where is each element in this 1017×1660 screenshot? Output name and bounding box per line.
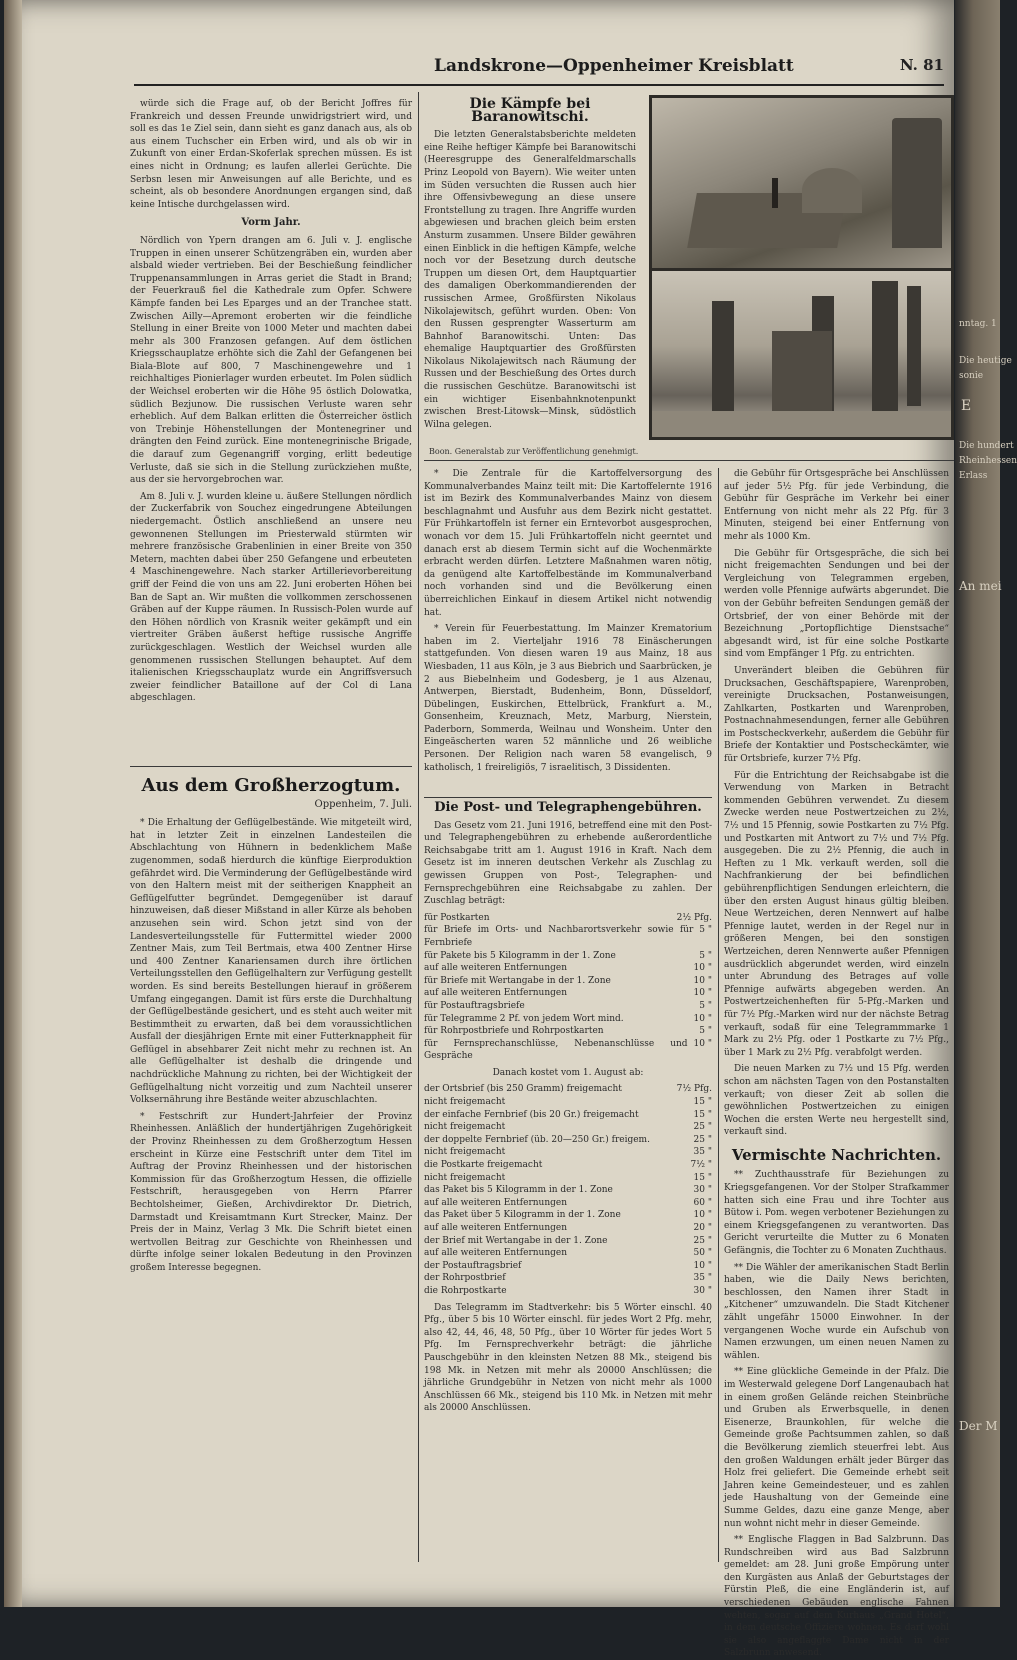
fee-label: auf alle weiteren Entfernungen xyxy=(424,1197,568,1208)
fee-row xyxy=(424,1121,712,1134)
fee-value: 30 " xyxy=(693,1285,712,1296)
fee-value: 10 " xyxy=(693,1013,712,1024)
edge-fragment: sonie xyxy=(959,371,984,381)
fee-value: 10 " xyxy=(693,963,712,974)
column-1-bottom xyxy=(130,775,412,1560)
fee-label: der einfache Fernbrief (bis 20 Gr.) freigemacht xyxy=(424,1109,639,1120)
news-item: ** Die Wähler der amerikanischen Stadt Berlin haben, wie die Daily News berichten, beschlossen, den Namen ihrer Stadt in „Kitchener“ umzuwandeln. Die Stadt Kitchener zählt ungefähr 15000 Einwohner. In der vergangenen Woche wurde ein Aufschub von Namen erzwungen, um einen neuen Namen zu wählen. xyxy=(724,1262,949,1361)
dateline: Oppenheim, 7. Juli. xyxy=(314,798,412,810)
article-paragraph: * Festschrift zur Hundert-Jahrfeier der Provinz Rheinhessen. Anläßlich der hundertjährigen Zugehörigkeit der Provinz Rheinhessen zu dem Großherzogtum Hessen erscheint in Kürze eine Festschrift unter dem Titel im Auftrag der Provinz Rheinhessen und der historischen Kommission für das Großherzogtum Hessen, die offizielle Festschrift, herausgegeben von Herrn Pfarrer Bechtolsheimer, Gießen, Archivdirektor Dr. Dietrich, Darmstadt und Kreisamtmann Kurt Strecker, Mainz. Der Preis der in Mainz, Verlag 3 Mk. Die Schrift bietet einen wertvollen Beitrag zur Geschichte von Rheinhessen und dürfte infolge seiner lokalen Bedeutung in den Provinzen großem Interesse begegnen. xyxy=(130,1111,412,1273)
fee-row xyxy=(424,1247,712,1260)
fee-row xyxy=(424,1235,712,1248)
fee-value: 25 " xyxy=(693,1235,712,1246)
fee-label: für Briefe im Orts- und Nachbarortsverkehr sowie für Fernbriefe xyxy=(424,925,694,948)
column-1-top xyxy=(130,98,412,758)
fee-row xyxy=(424,1134,712,1147)
column-rule xyxy=(418,92,419,1562)
fee-label: für Postkarten xyxy=(424,912,490,923)
vorm-jahr-heading: Vorm Jahr. xyxy=(241,217,301,229)
fee-value: 60 " xyxy=(693,1197,712,1208)
fee-value: 35 " xyxy=(693,1147,712,1158)
fee-label: für Briefe mit Wertangabe in der 1. Zone xyxy=(424,975,611,986)
fee-row xyxy=(424,1184,712,1197)
fee-value: 2½ Pfg. xyxy=(676,912,712,923)
fee-row xyxy=(424,950,712,963)
fee-label: für Pakete bis 5 Kilogramm in der 1. Zone xyxy=(424,950,616,961)
fee-row xyxy=(424,1000,712,1013)
article-paragraph: Die neuen Marken zu 7½ und 15 Pfg. werden schon am nächsten Tagen von den Postanstalten verkauft; von dieser Zeit ab sollen die gewöhnlichen Postwertzeichen zu einigen Wochen die ersten Werte neu hergestellt sind, verkauft sind. xyxy=(724,1064,949,1138)
article-body: Die letzten Generalstabsberichte meldeten eine Reihe heftiger Kämpfe bei Baranowitschi (Heeresgruppe des Generalfeldmarschalls Prinz Leopold von Bayern). Wie weiter unten im Süden versuchten die Russen auch hier ihre Offensivbewegung an diese unsere Frontstellung zu tragen. Ihre Angriffe wurden abgewiesen und brachen gleich beim ersten Ansturm zusammen. Unsere Bilder gewähren einen Einblick in die heftigen Kämpfe, welche noch vor der Besetzung durch deutsche Truppen um diesen Ort, dem Hauptquartier des damaligen Oberkommandierenden der russischen Armee, Großfürsten Nikolaus Nikolajewitsch, geführt wurden. Oben: Von den Russen gesprengter Wasserturm am Bahnhof Baranowitschi. Unten: Das ehemalige Hauptquartier des Großfürsten Nikolaus Nikolajewitsch nach Räumung der Russen und der Beschießung des Ortes durch die russischen Geschütze. Baranowitschi ist ein wichtiger Eisenbahnknotenpunkt zwischen Brest-Litowsk—Minsk, südöstlich Wilna gelegen. xyxy=(424,130,636,430)
fee-label: für Fernsprechanschlüsse, Nebenanschlüsse und Gespräche xyxy=(424,1038,688,1062)
divider xyxy=(130,766,412,767)
fee-label: für Telegramme 2 Pf. von jedem Wort mind. xyxy=(424,1013,624,1024)
news-item: ** Eine glückliche Gemeinde in der Pfalz. Die im Westerwald gelegene Dorf Langenaubach hat in einem großen Gelände reichen Steinbrüche und Gruben als Erwerbsquelle, in denen Eisenerze, Braunkohlen, für welche die Gemeinde große Pachtsummen zahlen, so daß die Bevölkerung ziemlich steuerfrei lebt. Aus den großen Waldungen erhält jeder Bürger das Holz frei geliefert. Die Gemeinde erhebt seit Jahren keine Gemeindesteuer, und es zahlen jede Haushaltung von der Gemeinde eine Summe Geldes, dazu eine ganze Menge, aber nun wohnt nicht mehr in dieser Gemeinde. xyxy=(724,1367,949,1529)
fee-tail: Das Telegramm im Stadtverkehr: bis 5 Wörter einschl. 40 Pfg., über 5 bis 10 Wörter einschl. für jedes Wort 2 Pfg. mehr, also 42, 44, 46, 48, 50 Pfg., über 10 Wörter für jedes Wort 5 Pfg. Im Fernsprechverkehr beträgt: die jährliche Pauschgebühr in den kleinsten Netzen 88 Mk., steigend bis 198 Mk. in Netzen mit mehr als 20000 Anschlüssen; die jährliche Grundgebühr in Netzen von nicht mehr als 1000 Anschlüssen 66 Mk., steigend bis 110 Mk. in Netzen mit mehr als 20000 Anschlüssen. xyxy=(424,1302,712,1414)
fee-label: die Postkarte freigemacht xyxy=(424,1160,543,1171)
photo-water-tower xyxy=(652,98,951,268)
fee-label: auf alle weiteren Entfernungen xyxy=(424,1248,568,1259)
notice-paragraph: * Die Zentrale für die Kartoffelversorgung des Kommunalverbandes Mainz teilt mit: Die Kartoffelernte 1916 ist im Bezirk des Kommunalverbandes Mainz von diesem beschlagnahmt und Ausfuhr aus dem Bezirk nicht gestattet. Für Frühkartoffeln ist ferner ein Erntevorbot ausgesprochen, wonach vor dem 15. Juli Frühkartoffeln nicht geerntet und danach erst ab diesem Termin sicht auf die Wochenmärkte erbracht werden dürfen. Letztere Maßnahmen waren nötig, da genügend alte Kartoffelbestände im Kommunalverband noch vorhanden sind und die Bevölkerung einen überreichlichen Einkauf in diesem Artikel nicht notwendig hat. xyxy=(424,469,712,618)
edge-fragment: An mei xyxy=(959,579,1002,593)
fee-label: das Paket über 5 Kilogramm in der 1. Zone xyxy=(424,1210,621,1221)
photo-caption: Boon. Generalstab zur Veröffentlichung genehmigt. xyxy=(429,447,639,456)
fee-row xyxy=(424,1285,712,1298)
baranowitschi-article xyxy=(424,98,636,443)
fee-value: 35 " xyxy=(693,1273,712,1284)
post-fees-article xyxy=(424,802,712,1562)
edge-fragment: Der M xyxy=(959,1419,998,1433)
fee-row xyxy=(424,1272,712,1285)
fee-value: 15 " xyxy=(693,1097,712,1108)
fee-label: nicht freigemacht xyxy=(424,1122,506,1133)
fee-row xyxy=(424,1209,712,1222)
page-binding xyxy=(4,0,22,1607)
edge-fragment: Rheinhessen xyxy=(959,456,1017,466)
section-title: Aus dem Großherzogtum. xyxy=(141,775,401,796)
vorm-jahr-paragraph: Am 8. Juli v. J. wurden kleine u. äußere Stellungen nördlich der Zuckerfabrik von Souchez eingedrungene Abteilungen niedergemacht. Östlich anschließend an unsere neu gewonnenen Stellungen im Priesterwald stürmten wir mehrere französische Grabenlinien in einer Breite von 350 Metern, machten dabei über 250 Gefangene und erbeuteten 4 Maschinengewehre. Nach starker Artillerievorbereitung griff der Feind die von uns am 22. Juni eroberten Höhen bei Ban de Sapt an. Wir mußten die vollkommen zerschossenen Gräben auf der Kuppe räumen. In Russisch-Polen wurde auf den Höhen nördlich von Krasnik weiter gekämpft und ein viertreiter Gräben äußerst heftige russische Angriffe zurückgeschlagen. Westlich der Weichsel wurden alle genommenen russischen Stellungen behauptet. Auf dem italienischen Kriegsschauplatz wurde ein Angriffsversuch zweier feindlicher Bataillone auf der Col di Lana abgeschlagen. xyxy=(130,491,412,704)
fee-label: auf alle weiteren Entfernungen xyxy=(424,1223,568,1233)
fee-value: 15 " xyxy=(693,1172,712,1183)
fee-table xyxy=(424,1083,712,1297)
continued-article: würde sich die Frage auf, ob der Bericht Joffres für Frankreich und dessen Freunde unwidrigstriert wird, und soll es das 1e Ziel sein, dann sieht es ganz danach aus, als ob aus einem Tuchscher ein Erben wird, und als ob wir in Zukunft von einer Erdan-Skoferlak sprechen müssen. Es ist eines nicht in Ordnung; es laufen allerlei Gerüchte. Die Serbsn lesen mir Anweisungen auf alle Berichte, und es scheint, als ob besondere Anordnungen ergangen sind, daß keine Intische durchgelassen wird. xyxy=(130,99,412,210)
notice-paragraph: * Verein für Feuerbestattung. Im Mainzer Krematorium haben im 2. Vierteljahr 1916 78 Einäscherungen stattgefunden. Von diesen waren 19 aus Mainz, 18 aus Wiesbaden, 11 aus Köln, je 3 aus Biebrich und Saarbrücken, je 2 aus Biebelnheim und Godesberg, je 1 aus Alzenau, Antwerpen, Bierstadt, Budenheim, Bonn, Düsseldorf, Dübelingen, Euskirchen, Ettelbrück, Frankfurt a. M., Gonsenheim, Kreuznach, Metz, Marburg, Nierstein, Paderborn, Sommerda, Weilnau und Wonsheim. Unter den Eingeäscherten waren 52 männliche und 26 weibliche Personen. Der Religion nach waren 58 evangelisch, 9 katholisch, 1 freireligiös, 7 israelitisch, 3 Dissidenten. xyxy=(424,624,712,773)
column-rule xyxy=(718,468,719,1562)
fee-row xyxy=(424,1146,712,1159)
fee-row xyxy=(424,962,712,975)
news-item: ** Englische Flaggen in Bad Salzbrunn. Das Rundschreiben wird aus Bad Salzbrunn gemeldet: am 28. Juni große Empörung unter den Kurgästen aus Anlaß der Geburtstages der Fürstin Pleß, die eine Engländerin ist, auf verschiedenen Gebäuden englische Fahnen wehten, sogar auf dem Kurhaus „Grand Hotel“, in dem deutsche Offiziere wohnen. Es darf wohl sie also angeflaggte Dame nicht in der Salzbrunn anwesend. xyxy=(724,1535,949,1659)
article-title: Die Kämpfe bei Baranowitschi. xyxy=(469,96,591,125)
fee-label: nicht freigemacht xyxy=(424,1147,506,1158)
fee-value: 10 " xyxy=(693,1038,712,1049)
fee-row xyxy=(424,1260,712,1273)
fee-value: 25 " xyxy=(693,1134,712,1145)
article-paragraph: * Die Erhaltung der Geflügelbestände. Wie mitgeteilt wird, hat in letzter Zeit in einzelnen Landesteilen die Abschlachtung von Hühnern in bedenklichem Maße zugenommen, sodaß hierdurch die künftige Eierproduktion gefährdet wird. Die Verminderung der Geflügelbestände wird von den Haltern meist mit der seitherigen Knappheit an Geflügelfutter begründet. Demgegenüber ist darauf hinzuweisen, daß dieser Mißstand in aller Kürze als behoben anzusehen sein wird. Schon jetzt sind von der Landesverteilungsstelle für Futtermittel wieder 2000 Zentner Mais, zum Teil Bertmais, etwa 400 Zentner Hirse und 400 Zentner Kanariensamen durch ihre örtlichen Verteilungsstellen den Geflügelhaltern zur Verfügung gestellt worden. Es sind bereits Bestellungen hierauf in größerem Umfang eingegangen. Damit ist fürs erste die Durchhaltung der Geflügelbestände gesichert, und es steht auch weiter mit Bestimmtheit zu erwarten, daß bei dem voraussichtlichen Ausfall der diesjährigen Ernte mit einer Futterknappheit für Geflügel in absehbarer Zeit nicht mehr zu rechnen ist. An alle Geflügelhalter ist deshalb die dringende und nachdrückliche Mahnung zu richten, bei der Wichtigkeit der Geflügelhaltung nicht vorzeitig und zum Nachteil unserer Volksernährung ihre Bestände weiter abzuschlachten. xyxy=(130,818,412,1106)
edge-fragment: E xyxy=(961,398,972,414)
fee-label: auf alle weiteren Entfernungen xyxy=(424,988,568,999)
edge-fragment: Die heutige xyxy=(959,356,1012,366)
fee-row xyxy=(424,987,712,1000)
fee-label: der Ortsbrief (bis 250 Gramm) freigemacht xyxy=(424,1084,622,1095)
edge-fragment: Die hundert xyxy=(959,441,1014,451)
fee-row xyxy=(424,1222,712,1235)
adjacent-page-edge xyxy=(955,0,1017,1607)
fee-value: 10 " xyxy=(693,988,712,999)
divider xyxy=(424,460,954,461)
fee-value: 7½ Pfg. xyxy=(676,1084,712,1095)
section-title: Vermischte Nachrichten. xyxy=(731,1145,942,1164)
fee-row xyxy=(424,1083,712,1096)
article-paragraph: die Gebühr für Ortsgespräche bei Anschlüssen auf jeder 5½ Pfg. für jede Verbindung, die Gebühr für Gespräche im Verkehr bei einer Entfernung von nicht mehr als 22 Pfg. für 3 Minuten, steigend bei einer Entfernung von mehr als 1000 Km. xyxy=(724,469,949,542)
fee-row xyxy=(424,912,712,925)
fee-value: 30 " xyxy=(693,1185,712,1196)
fee-value: 10 " xyxy=(693,1210,712,1221)
edge-fragment: Erlass xyxy=(959,471,988,481)
vorm-jahr-paragraph: Nördlich von Ypern drangen am 6. Juli v. J. englische Truppen in einen unserer Schützengräben ein, wurden aber alsbald wieder vertrieben. Bei der Beschießung feindlicher Truppenansammlungen in Arras geriet die Stadt in Brand; der Feuerkrauß fiel die Kathedrale zum Opfer. Schwere Kämpfe fanden bei Les Eparges und an der Tranchee statt. Zwischen Ailly—Apremont eroberten wir die feindliche Stellung in einer Breite von 1000 Meter und machten dabei mehr als 300 Franzosen gefangen. Auf dem östlichen Kriegsschauplatze erhöhte sich die Zahl der Gefangenen bei Biala-Blote auf 800, 7 Maschinengewehre und 1 reichhaltiges Pionierlager wurden erbeutet. Im Polen südlich der Weichsel eroberten wir die Höhe 95 östlich Dolowatka, südlich Bezjunow. Die russischen Verluste waren sehr erheblich. Auf dem Balkan erlitten die Österreicher östlich von Trebinje Höhenstellungen der Montenegriner und drängten den Feind zurück. Eine montenegrinische Brigade, die darauf zum Gegenangriff vorging, erlitt bedeutige Verluste, daß sie sich in die Stellung zurückziehen mußte, aus der sie hervorgebrochen war. xyxy=(130,235,412,486)
newspaper-page xyxy=(4,0,954,1659)
fee-row xyxy=(424,1172,712,1185)
news-item: ** Zuchthausstrafe für Beziehungen zu Kriegsgefangenen. Vor der Stolper Strafkammer hatten sich eine Frau und ihre Tochter aus Bütow i. Pom. wegen verbotener Beziehungen zu einem Kriegsgefangenen zu verantworten. Das Gericht verurteilte die Mutter zu 6 Monaten Gefängnis, die Tochter zu 6 Monaten Zuchthaus. xyxy=(724,1170,949,1257)
fee-value: 15 " xyxy=(693,1109,712,1120)
article-intro: Das Gesetz vom 21. Juni 1916, betreffend eine mit den Post- und Telegraphengebühren zu erhebende außerordentliche Reichsabgabe tritt am 1. August 1916 in Kraft. Nach dem Gesetz ist im inneren deutschen Verkehr als Zuschlag zu gewissen Gruppen von Post-, Telegraphen- und Fernsprechgebühren eine Reichsabgabe zu zahlen. Der Zuschlag beträgt: xyxy=(424,820,712,907)
fee-row xyxy=(424,1025,712,1038)
divider xyxy=(424,797,712,798)
fee-label: nicht freigemacht xyxy=(424,1097,506,1108)
fee-note: Danach kostet vom 1. August ab: xyxy=(492,1067,644,1078)
fee-table xyxy=(424,912,712,1063)
fee-value: 10 " xyxy=(693,975,712,986)
fee-label: die Rohrpostkarte xyxy=(424,1285,507,1296)
fee-value: 25 " xyxy=(693,1122,712,1133)
fee-row xyxy=(424,1096,712,1109)
fee-value: 5 " xyxy=(699,950,712,961)
article-title: Die Post- und Telegraphengebühren. xyxy=(434,800,702,815)
fee-label: der doppelte Fernbrief (üb. 20—250 Gr.) freigem. xyxy=(424,1134,650,1145)
fee-label: der Brief mit Wertangabe in der 1. Zone xyxy=(424,1235,608,1246)
fee-label: auf alle weiteren Entfernungen xyxy=(424,963,568,974)
fee-value: 10 " xyxy=(693,1260,712,1271)
fee-row xyxy=(424,1038,712,1063)
article-paragraph: Für die Entrichtung der Reichsabgabe ist die Verwendung von Marken in Betracht kommenden Gebühren verwendet. Zu diesem Zwecke werden neue Postwertzeichen zu 2½, 7½ und 15 Pfennig, sowie Postkarten zu 7½ Pfg. und Postkarten mit Antwort zu 7½ und 7½ Pfg. ausgegeben. Die zu 2½ Pfennig, die auch in Heften zu 1 Mk. verkauft werden, soll die Nachfrankierung der bei befindlichen gebührenpflichtigen Sendungen erleichtern, die über den ersten August hinaus gültig bleiben. Neue Wertzeichen, deren Nennwert auf halbe Pfennige lautet, werden in der Regel nur in größeren Mengen, bei den sonstigen Wertzeichen, deren Nennwerte außer Pfennigen ausdrücklich abgerundet werden, wird einzeln unter Abrundung des Betrages auf volle Pfennige aufwärts abgegeben werden. An Postwertzeichenheften für 5-Pfg.-Marken und für 7½ Pfg.-Marken wird nur der nächste Betrag verkauft, sodaß für eine Telegrammmarke 1 Mark zu 2½ Pfg. oder 1 Postkarte zu 7½ Pfg., über 1 Mark zu 2½ Pfg. verabfolgt werden. xyxy=(724,770,949,1058)
fee-row xyxy=(424,1109,712,1122)
fee-row xyxy=(424,1197,712,1210)
war-photograph xyxy=(649,95,954,440)
masthead xyxy=(134,48,944,86)
fee-value: 5 " xyxy=(699,925,712,936)
fee-value: 5 " xyxy=(699,1000,712,1011)
fee-row xyxy=(424,924,712,949)
fee-label: der Rohrpostbrief xyxy=(424,1273,506,1284)
fee-label: der Postauftragsbrief xyxy=(424,1260,522,1271)
column-2-notices xyxy=(424,468,712,793)
fee-value: 7½ " xyxy=(690,1160,712,1171)
fee-value: 50 " xyxy=(693,1248,712,1259)
fee-row xyxy=(424,1159,712,1172)
article-paragraph: Die Gebühr für Ortsgespräche, die sich bei nicht freigemachten Sendungen und bei der Vergleichung von Telegrammen ergeben, werden volle Pfennige aufwärts abgerundet. Die von der Gebühr befreiten Sendungen gemäß der Ortsbrief, der von einer Behörde mit der Bezeichnung „Portopflichtige Dienstsache“ abgesandt wird, ist für eine solche Postkarte sind vom Empfänger 1 Pfg. zu entrichten. xyxy=(724,548,949,660)
masthead-title: Landskrone—Oppenheimer Kreisblatt xyxy=(434,56,794,76)
edge-fragment: nntag. 1 xyxy=(959,319,997,329)
fee-value: 5 " xyxy=(699,1026,712,1037)
fee-label: für Rohrpostbriefe und Rohrpostkarten xyxy=(424,1026,604,1037)
fee-value: 20 " xyxy=(693,1223,712,1233)
fee-row xyxy=(424,1013,712,1026)
fee-label: das Paket bis 5 Kilogramm in der 1. Zone xyxy=(424,1185,613,1196)
fee-label: für Postauftragsbriefe xyxy=(424,1000,525,1011)
fee-row xyxy=(424,975,712,988)
photo-headquarters xyxy=(652,271,951,437)
article-paragraph: Unverändert bleiben die Gebühren für Drucksachen, Geschäftspapiere, Warenproben, vereinigte Drucksachen, Postanweisungen, Zahlkarten, Postkarten und Warenproben, Postnachnahmesendungen, ferner alle Gebühren im Postscheckverkehr, außerdem die Gebühr für Briefe der Kontaktier und Postscheckämter, wie für Ortsbriefe, kurzer 7½ Pfg. xyxy=(724,665,949,765)
column-3 xyxy=(724,468,949,1659)
fee-label: nicht freigemacht xyxy=(424,1172,506,1183)
page-number: N. 81 xyxy=(899,56,944,74)
